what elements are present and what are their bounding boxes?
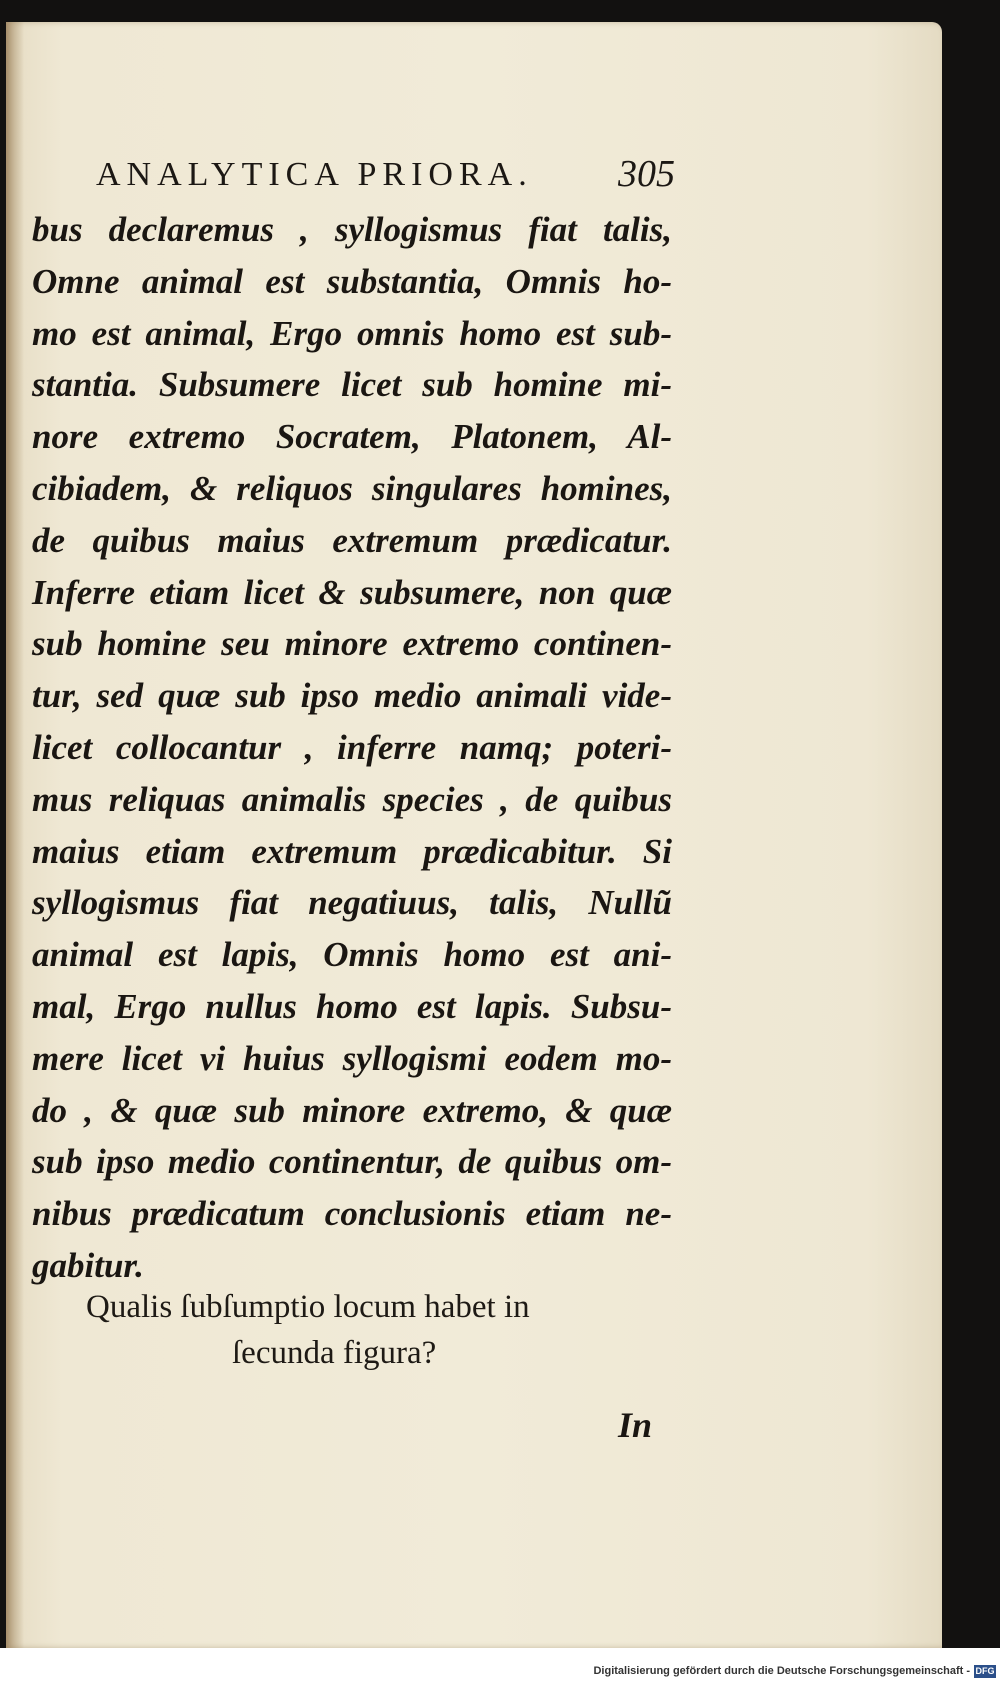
text-line: nore extremo Socratem, Platonem, Al- <box>32 417 672 457</box>
text-line: de quibus maius extremum prædicatur. <box>32 520 672 560</box>
text-line: stantia. Subsumere licet sub homine mi- <box>32 365 672 405</box>
question-line: Qualis ſubſumptio locum habet in <box>86 1289 530 1325</box>
text-line: Inferre etiam licet & subsumere, non quæ <box>32 572 672 612</box>
text-line: licet collocantur , inferre namq; poteri- <box>32 727 672 767</box>
text-line: mo est animal, Ergo omnis homo est sub- <box>32 313 672 353</box>
dfg-logo-icon: DFG <box>975 1666 995 1676</box>
page-gutter-shadow <box>6 22 24 1648</box>
book-page <box>6 22 942 1648</box>
body-text <box>32 204 672 1292</box>
footer-bar <box>0 1662 1000 1685</box>
text-line: mal, Ergo nullus homo est lapis. Subsu- <box>32 986 672 1026</box>
text-line: sub ipso medio continentur, de quibus om- <box>32 1142 672 1182</box>
text-line: bus declaremus , syllogismus fiat talis, <box>32 210 672 249</box>
text-line: cibiadem, & reliquos singulares homines, <box>32 468 672 508</box>
question-heading <box>86 1284 646 1376</box>
question-line: ſecunda figura? <box>232 1335 437 1371</box>
text-line: syllogismus fiat negatiuus, talis, Nullũ <box>32 883 672 923</box>
catchword: In <box>618 1405 653 1445</box>
funding-credit: Digitalisierung gefördert durch die Deutsche Forschungsgemeinschaft - <box>593 1665 970 1677</box>
text-line: mus reliquas animalis species , de quibus <box>32 779 672 819</box>
running-head-title: ANALYTICA PRIORA. <box>96 156 533 193</box>
running-head <box>96 142 706 202</box>
text-line: sub homine seu minore extremo continen- <box>32 624 672 664</box>
text-line: tur, sed quæ sub ipso medio animali vide- <box>32 676 672 716</box>
text-line: maius etiam extremum prædicabitur. Si <box>32 831 672 871</box>
text-line: gabitur. <box>32 1245 144 1285</box>
text-line: Omne animal est substantia, Omnis ho- <box>32 261 672 301</box>
text-line: nibus prædicatum conclusionis etiam ne- <box>32 1194 672 1234</box>
text-line: do , & quæ sub minore extremo, & quæ <box>32 1090 672 1130</box>
text-line: animal est lapis, Omnis homo est ani- <box>32 935 672 975</box>
page-number: 305 <box>618 153 675 195</box>
text-line: mere licet vi huius syllogismi eodem mo- <box>32 1038 672 1078</box>
